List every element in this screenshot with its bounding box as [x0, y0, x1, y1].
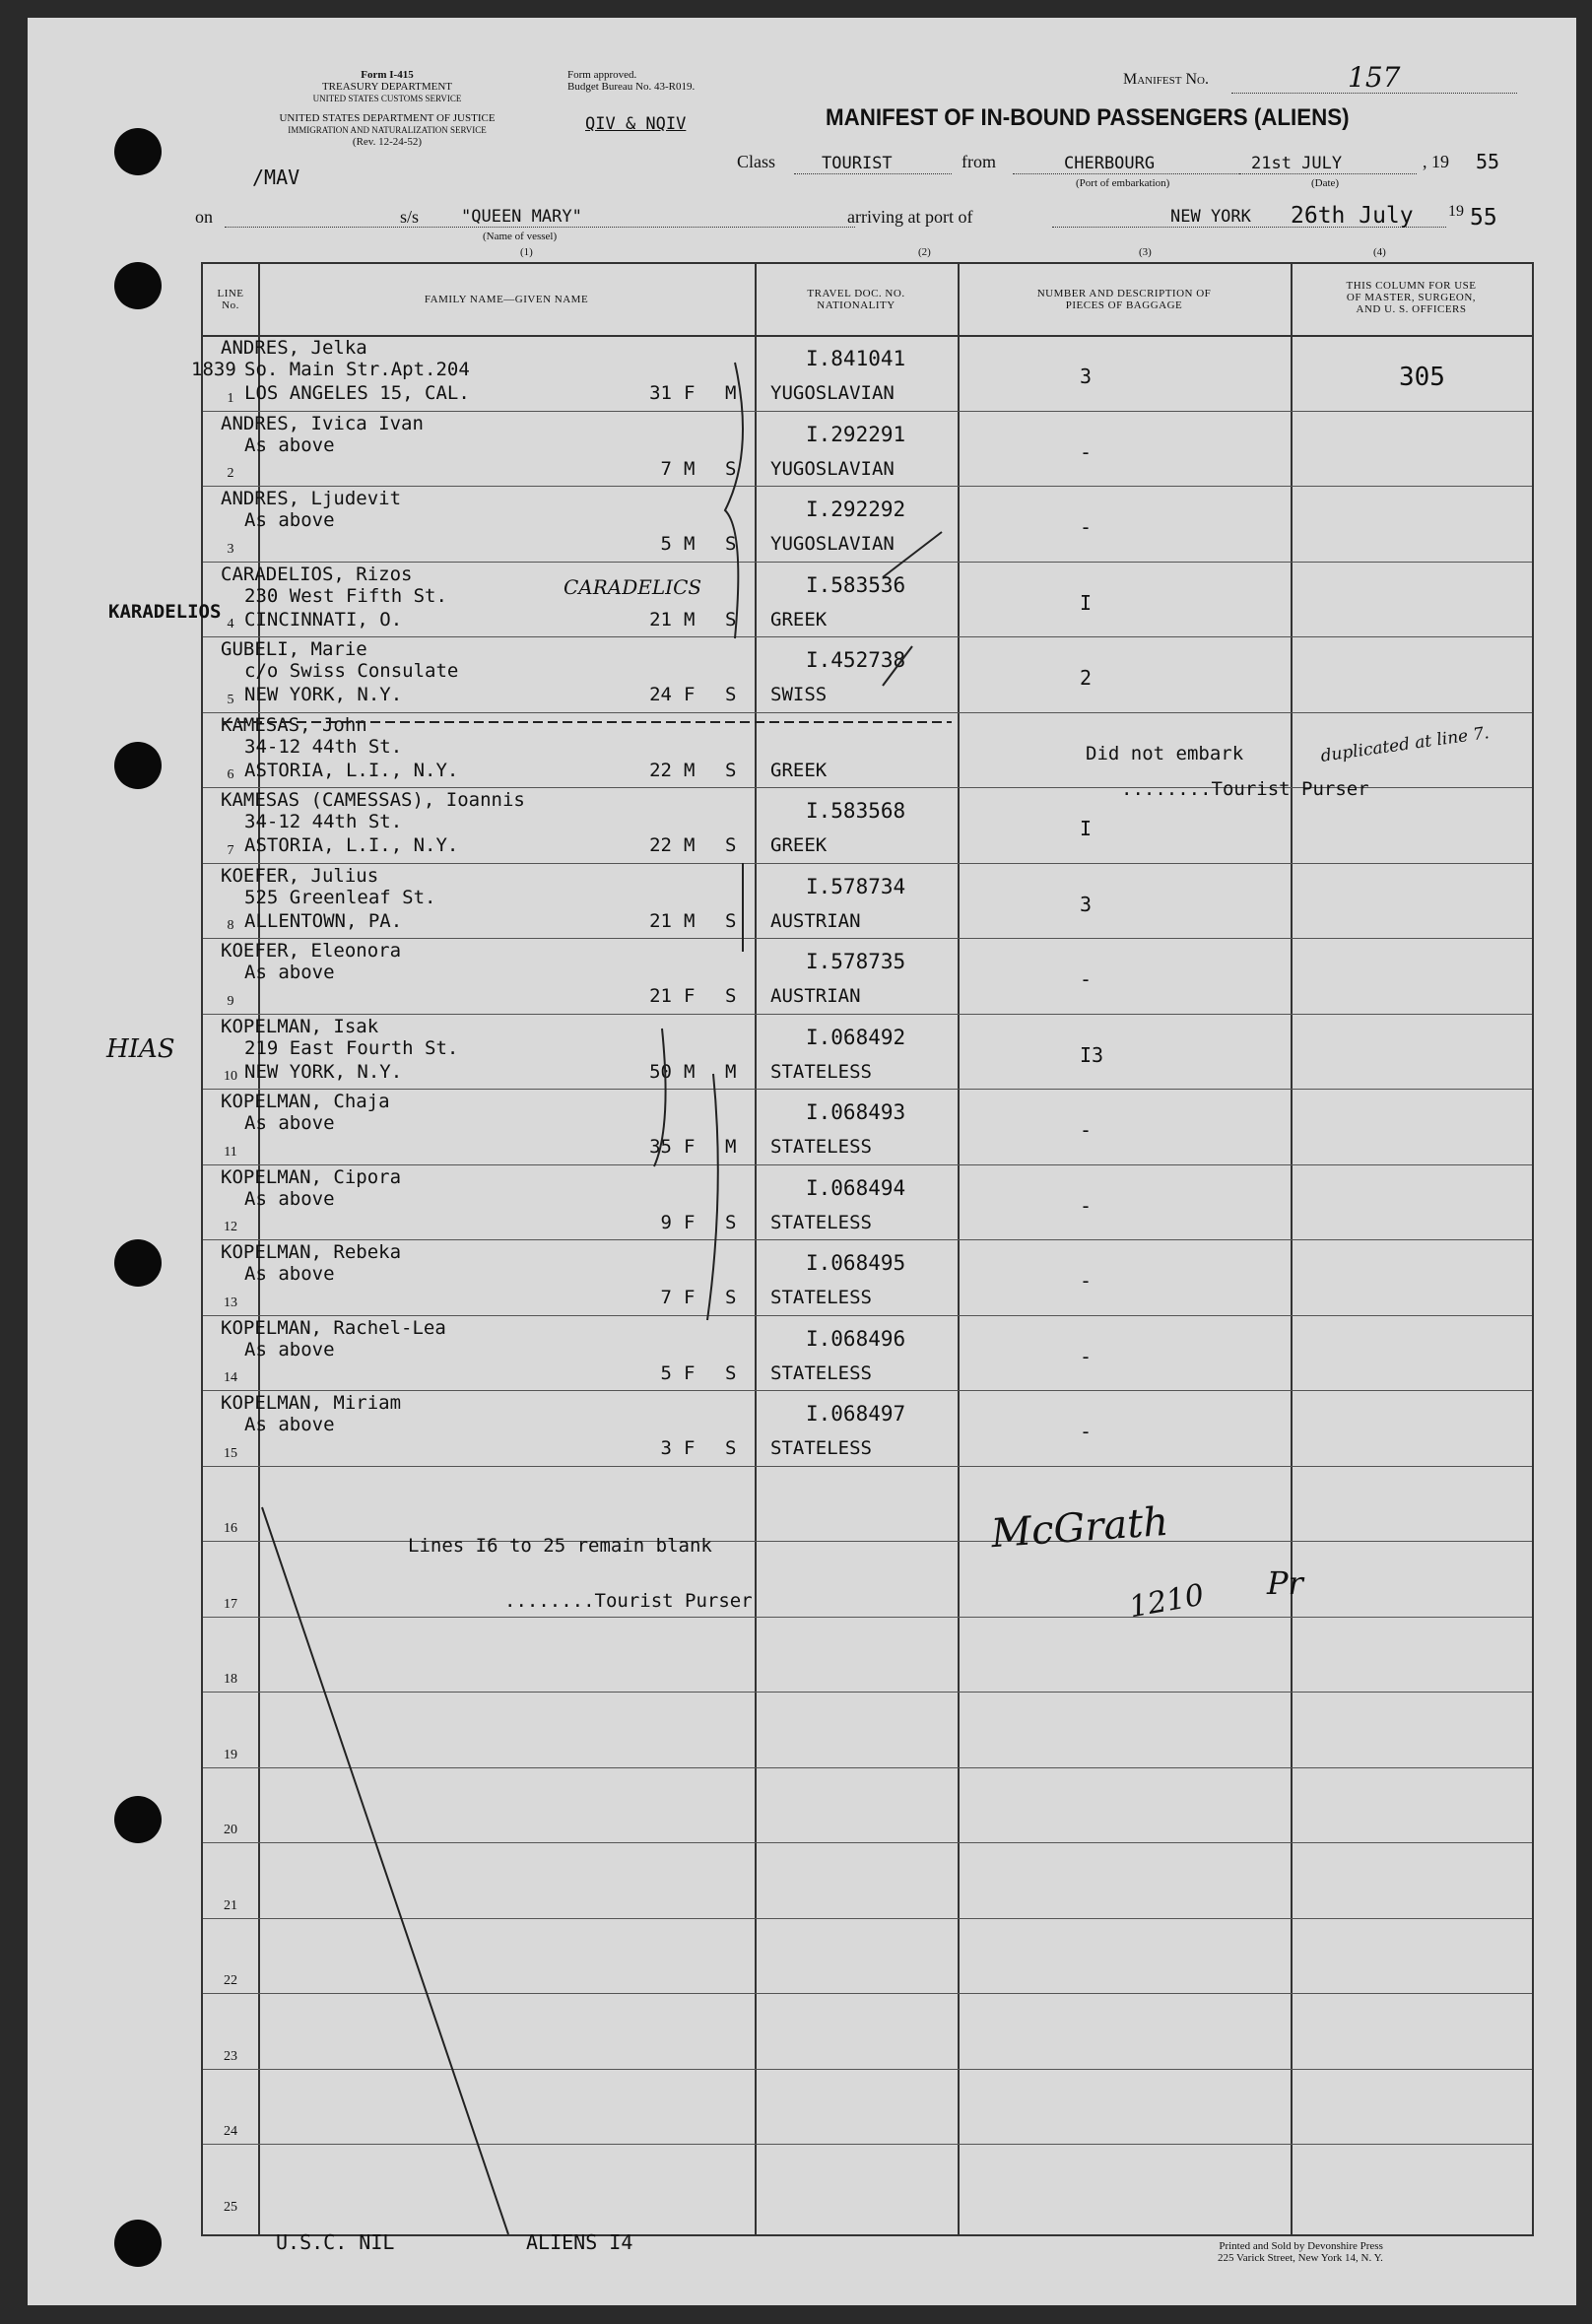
arrival-date: 26th July [1291, 203, 1414, 229]
passenger-sex: M [684, 909, 696, 932]
pen-marks [203, 264, 1532, 2234]
passenger-marital: S [725, 1211, 737, 1233]
col-header-officers-line: AND U. S. OFFICERS [1356, 303, 1467, 315]
signature: McGrath [989, 1498, 1170, 1558]
passenger-name: KOPELMAN, Rebeka [221, 1241, 402, 1263]
passenger-name: KOPELMAN, Miriam [221, 1392, 402, 1414]
arrival-year: 55 [1470, 205, 1497, 231]
passenger-address-2: ASTORIA, L.I., N.Y. [244, 759, 459, 781]
baggage-count: 3 [1080, 892, 1093, 916]
passenger-address-2: NEW YORK, N.Y. [244, 684, 403, 705]
form-number: Form I-415 [361, 69, 414, 81]
purser-dots: ........ [504, 1590, 595, 1612]
travel-doc-number: I.292291 [806, 422, 906, 446]
line-number: 7 [227, 842, 234, 858]
ss-label: s/s [400, 207, 420, 227]
nationality: STATELESS [770, 1060, 872, 1083]
passenger-sex: F [684, 1361, 696, 1384]
passenger-marital: S [725, 608, 737, 631]
did-not-embark-note: Did not embark [1086, 743, 1244, 764]
col-header-doc-line: TRAVEL DOC. NO. [807, 288, 905, 299]
arrival-year-prefix: 19 [1448, 203, 1464, 220]
agency-line: TREASURY DEPARTMENT [321, 81, 453, 93]
hias-margin-note: HIAS [106, 1034, 175, 1064]
passenger-name: CARADELIOS, Rizos [221, 563, 413, 585]
passenger-age: 24 [649, 684, 672, 705]
col-header-baggage-line: NUMBER AND DESCRIPTION OF [1036, 288, 1212, 299]
col-number-4: (4) [1373, 246, 1386, 258]
passenger-marital: S [725, 457, 737, 480]
nationality: STATELESS [770, 1211, 872, 1233]
nationality: STATELESS [770, 1136, 872, 1158]
passenger-name: KAMESAS, John [221, 713, 367, 736]
passenger-address-1: 525 Greenleaf St. [244, 886, 436, 908]
passenger-address-2: ASTORIA, L.I., N.Y. [244, 834, 459, 856]
passenger-sex: M [684, 759, 696, 781]
col-header-name: FAMILY NAME—GIVEN NAME [424, 294, 589, 305]
baggage-count: - [1080, 439, 1093, 464]
purser-title: Tourist Purser [594, 1590, 753, 1612]
baggage-count: I [1080, 590, 1093, 615]
passenger-address-1: As above [244, 1187, 335, 1210]
nationality: YUGOSLAVIAN [770, 382, 895, 404]
line-number: 12 [224, 1220, 237, 1234]
baggage-count: I3 [1080, 1042, 1104, 1067]
manifest-no-label: Manifest No. [1123, 71, 1209, 88]
manifest-title: MANIFEST OF IN-BOUND PASSENGERS (ALIENS) [826, 104, 1350, 131]
line-number: 13 [224, 1295, 237, 1310]
duplicated-note: duplicated at line 7. [1319, 723, 1491, 766]
passenger-address-2: ALLENTOWN, PA. [244, 909, 403, 932]
col-header-doc-line: NATIONALITY [817, 299, 896, 311]
class-line [794, 173, 952, 174]
line-number: 3 [227, 541, 234, 557]
passenger-name: KAMESAS (CAMESSAS), Ioannis [221, 789, 525, 811]
passenger-address-2: CINCINNATI, O. [244, 608, 403, 631]
col-number-3: (3) [1139, 246, 1152, 258]
travel-doc-number: I.583568 [806, 799, 906, 823]
col-number-2: (2) [918, 246, 931, 258]
line-number: 8 [227, 918, 234, 933]
year-value: 55 [1476, 150, 1500, 173]
line-number: 18 [224, 1672, 237, 1687]
passenger-age: 7 [660, 1287, 672, 1308]
from-sublabel: (Port of embarkation) [1076, 177, 1170, 189]
passenger-address-2: NEW YORK, N.Y. [244, 1060, 403, 1083]
form-approved [567, 69, 695, 93]
baggage-count: - [1080, 1420, 1093, 1443]
signature-initials: 1210 [1126, 1577, 1207, 1626]
nationality: YUGOSLAVIAN [770, 457, 895, 480]
baggage-count: 3 [1080, 365, 1093, 388]
passenger-sex: F [684, 382, 696, 404]
nationality: STATELESS [770, 1361, 872, 1384]
passenger-marital: M [725, 382, 737, 404]
passenger-sex: M [684, 834, 696, 856]
printer-line: 225 Varick Street, New York 14, N. Y. [1218, 2252, 1383, 2264]
passenger-marital: S [725, 834, 737, 856]
nationality: YUGOSLAVIAN [770, 533, 895, 555]
passenger-name: GUBELI, Marie [221, 638, 367, 660]
passenger-age: 21 [649, 985, 672, 1007]
passenger-name: KOPELMAN, Chaja [221, 1091, 390, 1112]
travel-doc-number: I.578735 [806, 950, 906, 973]
line-number: 23 [224, 2048, 237, 2064]
baggage-count: - [1080, 515, 1093, 539]
passenger-address-1: As above [244, 509, 335, 531]
travel-doc-number: I.068494 [806, 1175, 906, 1200]
passenger-address-1: 34-12 44th St. [244, 811, 403, 832]
passenger-name: KOEFER, Eleonora [221, 940, 402, 962]
class-label: Class [737, 152, 776, 171]
caradelics-handwriting: CARADELICS [564, 575, 702, 599]
form-approved-line: Budget Bureau No. 43-R019. [567, 81, 696, 93]
year-prefix-digits: 19 [1431, 152, 1449, 171]
travel-doc-number: I.578734 [806, 874, 906, 898]
passenger-address-1: As above [244, 1263, 335, 1285]
printer-line: Printed and Sold by Devonshire Press [1219, 2240, 1383, 2252]
on-line [225, 227, 855, 228]
passenger-address-1: As above [244, 433, 335, 456]
passenger-sex: F [684, 684, 696, 705]
manifest-page [28, 18, 1576, 2305]
passenger-marital: M [725, 1060, 737, 1083]
arriving-label: arriving at port of [847, 207, 973, 227]
revision-date: (Rev. 12-24-52) [352, 136, 423, 148]
blank-lines-note: Lines I6 to 25 remain blank [408, 1535, 712, 1557]
baggage-count: - [1080, 1118, 1093, 1142]
passenger-address-1: c/o Swiss Consulate [244, 660, 459, 682]
travel-doc-number: I.068496 [806, 1326, 906, 1351]
line-number: 20 [224, 1823, 237, 1837]
line-number: 6 [227, 767, 234, 782]
binder-hole [114, 1239, 162, 1287]
form-block [195, 69, 579, 148]
passenger-address-1: As above [244, 962, 335, 983]
baggage-count: - [1080, 967, 1093, 991]
travel-doc-number: I.068497 [806, 1402, 906, 1426]
visa-code: QIV & NQIV [585, 114, 687, 134]
passenger-age: 21 [649, 608, 672, 631]
passenger-age: 5 [660, 533, 672, 555]
passenger-age: 21 [649, 909, 672, 932]
officer-note: 305 [1399, 363, 1445, 392]
binder-hole [114, 2220, 162, 2267]
binder-hole [114, 262, 162, 309]
travel-doc-number: I.068495 [806, 1251, 906, 1275]
passenger-address-1: As above [244, 1414, 335, 1435]
col-header-officers-line: THIS COLUMN FOR USE [1346, 280, 1477, 292]
nationality: GREEK [770, 759, 828, 781]
passenger-sex: M [684, 457, 696, 480]
binder-hole [114, 1796, 162, 1843]
passenger-address-1: So. Main Str.Apt.204 [244, 359, 470, 380]
from-label: from [962, 152, 996, 171]
line-number: 22 [224, 1973, 237, 1988]
passenger-marital: S [725, 759, 737, 781]
purser-dots: ........ [1121, 778, 1212, 800]
travel-doc-number: I.292292 [806, 498, 906, 521]
nationality: AUSTRIAN [770, 909, 861, 932]
date-value: 21st JULY [1251, 154, 1343, 173]
manifest-no-value: 157 [1348, 61, 1401, 94]
signature-pr: Pr [1267, 1564, 1303, 1602]
binder-hole [114, 128, 162, 175]
binder-hole [114, 742, 162, 789]
baggage-count: - [1080, 1344, 1093, 1368]
line-number: 14 [224, 1370, 237, 1385]
passenger-marital: M [725, 1136, 737, 1158]
travel-doc-number: I.452738 [806, 648, 906, 672]
line-number: 4 [227, 617, 234, 631]
line-number: 2 [227, 466, 234, 481]
passenger-table [191, 262, 1534, 2236]
passenger-marital: S [725, 684, 737, 705]
line-number: 16 [224, 1521, 237, 1536]
line-number: 24 [224, 2124, 237, 2139]
date-sublabel: (Date) [1311, 177, 1340, 189]
passenger-sex: F [684, 1136, 696, 1158]
passenger-address-1: 34-12 44th St. [244, 735, 403, 758]
baggage-count: - [1080, 1193, 1093, 1218]
col-header-line-no: LINE No. [217, 288, 244, 311]
nationality: GREEK [770, 608, 828, 631]
passenger-name: ANDRES, Jelka [221, 337, 367, 359]
passenger-marital: S [725, 1437, 737, 1459]
class-value: TOURIST [822, 154, 893, 173]
passenger-address-1: 219 East Fourth St. [244, 1036, 459, 1059]
passenger-address-1: As above [244, 1112, 335, 1134]
travel-doc-number: I.841041 [806, 347, 906, 370]
passenger-age: 5 [660, 1361, 672, 1384]
line-number: 9 [227, 993, 234, 1009]
passenger-age: 35 [649, 1136, 672, 1158]
passenger-sex: F [684, 1287, 696, 1308]
usc-nil: U.S.C. NIL [276, 2230, 395, 2254]
passenger-name: KOPELMAN, Rachel-Lea [221, 1316, 446, 1339]
passenger-age: 7 [660, 457, 672, 480]
nationality: STATELESS [770, 1437, 872, 1459]
passenger-age: 22 [649, 759, 672, 781]
nationality: STATELESS [770, 1287, 872, 1308]
karadelios-margin-note: KARADELIOS [108, 601, 222, 623]
nationality: AUSTRIAN [770, 985, 861, 1007]
passenger-age: 22 [649, 834, 672, 856]
passenger-sex: M [684, 533, 696, 555]
line-number: 21 [224, 1897, 237, 1913]
line-number: 15 [224, 1445, 237, 1461]
col-number-1: (1) [520, 246, 533, 258]
agency-line: IMMIGRATION AND NATURALIZATION SERVICE [288, 125, 487, 135]
baggage-count: - [1080, 1269, 1093, 1293]
passenger-age: 31 [649, 382, 672, 404]
travel-doc-number: I.068492 [806, 1025, 906, 1049]
vessel-value: "QUEEN MARY" [461, 207, 582, 227]
passenger-name: KOEFER, Julius [221, 864, 379, 887]
passenger-sex: M [684, 608, 696, 631]
year-prefix: , 19 [1423, 152, 1449, 171]
travel-doc-number: I.068493 [806, 1100, 906, 1124]
line-number: 25 [224, 2199, 237, 2215]
passenger-sex: F [684, 1437, 696, 1459]
line-number: 5 [227, 692, 234, 707]
mav-code: /MAV [252, 166, 300, 189]
passenger-name: ANDRES, Ivica Ivan [221, 412, 424, 434]
aliens-count: ALIENS I4 [526, 2230, 633, 2254]
passenger-age: 3 [660, 1437, 672, 1459]
line-number: 1 [227, 390, 234, 406]
passenger-prefix: 1839 [191, 359, 236, 380]
passenger-marital: S [725, 1361, 737, 1384]
from-value: CHERBOURG [1064, 154, 1156, 173]
purser-title: Tourist Purser [1211, 778, 1369, 800]
passenger-marital: S [725, 909, 737, 932]
passenger-marital: S [725, 1287, 737, 1308]
passenger-marital: S [725, 985, 737, 1007]
line-number: 17 [224, 1596, 237, 1612]
on-label: on [195, 207, 213, 227]
agency-line: UNITED STATES DEPARTMENT OF JUSTICE [279, 112, 496, 124]
passenger-name: KOPELMAN, Isak [221, 1015, 379, 1037]
nationality: SWISS [770, 684, 828, 705]
line-number: 11 [224, 1144, 237, 1160]
passenger-age: 9 [660, 1211, 672, 1233]
baggage-count: I [1080, 817, 1093, 840]
line-number: 10 [224, 1069, 237, 1084]
line-number: 19 [224, 1747, 237, 1762]
passenger-sex: M [684, 1060, 696, 1083]
col-header-officers-line: OF MASTER, SURGEON, [1346, 292, 1477, 303]
port-value: NEW YORK [1170, 207, 1251, 227]
agency-line: UNITED STATES CUSTOMS SERVICE [312, 94, 462, 103]
passenger-name: ANDRES, Ljudevit [221, 488, 402, 509]
col-header-baggage-line: PIECES OF BAGGAGE [1065, 299, 1183, 311]
vessel-sublabel: (Name of vessel) [483, 231, 558, 242]
passenger-name: KOPELMAN, Cipora [221, 1165, 402, 1188]
passenger-address-1: As above [244, 1338, 335, 1361]
baggage-count: 2 [1080, 666, 1093, 690]
nationality: GREEK [770, 834, 828, 856]
date-line [1239, 173, 1417, 174]
form-approved-line: Form approved. [567, 69, 637, 81]
passenger-age: 50 [649, 1060, 672, 1083]
passenger-sex: F [684, 985, 696, 1007]
passenger-marital: S [725, 533, 737, 555]
printer-imprint [1218, 2240, 1383, 2264]
passenger-address-1: 230 West Fifth St. [244, 584, 447, 607]
travel-doc-number: I.583536 [806, 572, 906, 597]
passenger-address-2: LOS ANGELES 15, CAL. [244, 382, 470, 404]
passenger-sex: F [684, 1211, 696, 1233]
